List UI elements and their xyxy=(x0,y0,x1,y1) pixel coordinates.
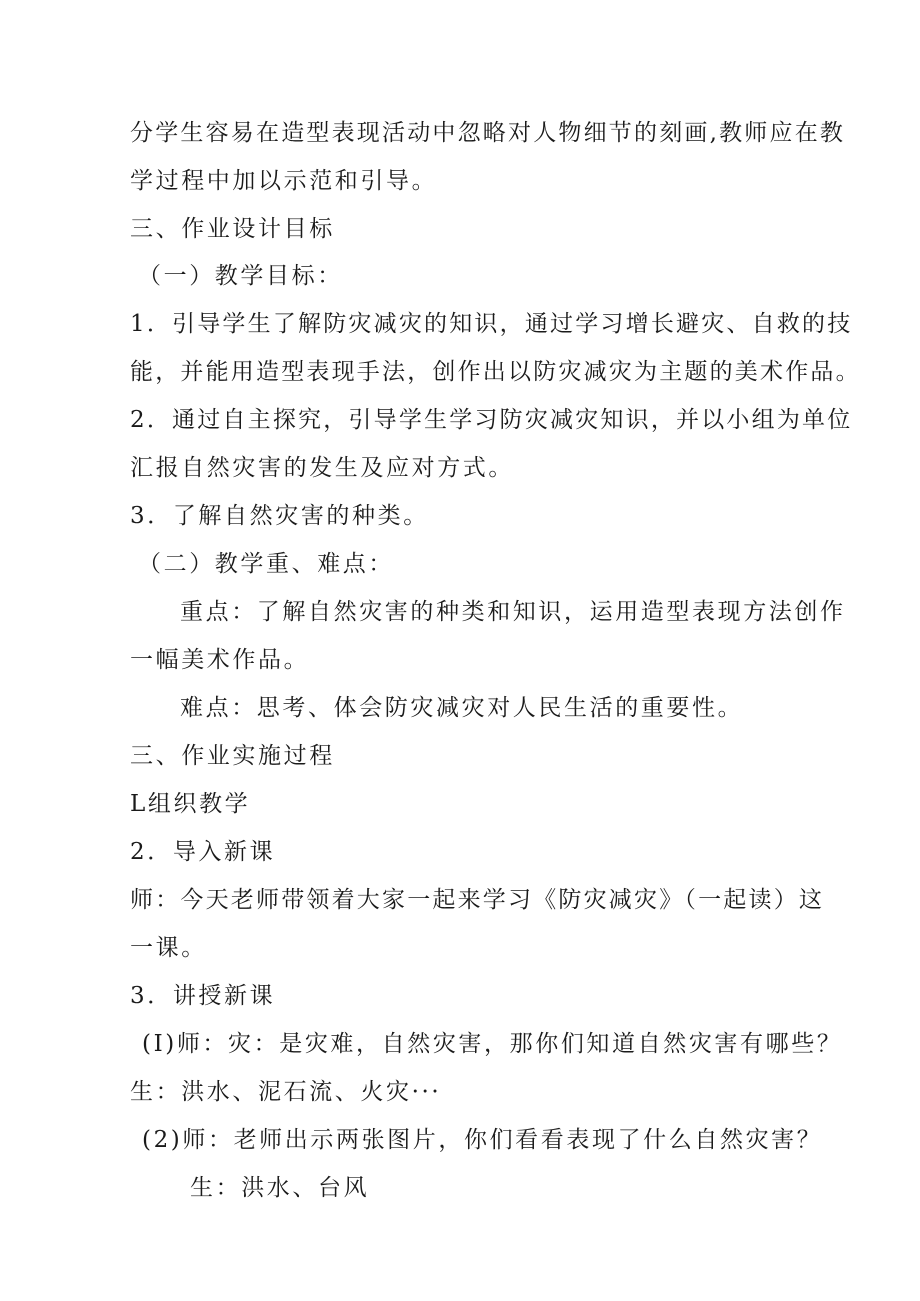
section-heading: 三、作业实施过程 xyxy=(130,743,335,769)
paragraph-line: 一课。 xyxy=(130,935,207,961)
list-item: 2．通过自主探究，引导学生学习防灾减灾知识，并以小组为单位 xyxy=(130,407,853,433)
paragraph-line: 一幅美术作品。 xyxy=(130,647,310,673)
list-item: 2．导入新课 xyxy=(130,839,276,865)
list-item: L组织教学 xyxy=(130,791,251,817)
list-item: 3．了解自然灾害的种类。 xyxy=(130,503,429,529)
section-heading: 三、作业设计目标 xyxy=(130,216,335,242)
paragraph-line: 重点：了解自然灾害的种类和知识，运用造型表现方法创作 xyxy=(180,599,846,625)
paragraph-line: 生：洪水、台风 xyxy=(190,1175,370,1201)
list-item: 1．引导学生了解防灾减灾的知识，通过学习增长避灾、自救的技 xyxy=(130,311,853,337)
paragraph-line: 生：洪水、泥石流、火灾··· xyxy=(130,1079,442,1105)
paragraph-line: 能，并能用造型表现手法，创作出以防灾减灾为主题的美术作品。 xyxy=(130,359,861,385)
subsection-heading: （一）教学目标： xyxy=(138,263,343,289)
paragraph-line: 汇报自然灾害的发生及应对方式。 xyxy=(130,455,514,481)
paragraph-line: 师：今天老师带领着大家一起来学习《防灾减灾》（一起读）这 xyxy=(130,887,825,913)
list-item: 3．讲授新课 xyxy=(130,983,276,1009)
paragraph-line: 难点：思考、体会防灾减灾对人民生活的重要性。 xyxy=(180,695,744,721)
paragraph-line: (I)师：灾：是灾难，自然灾害，那你们知道自然灾害有哪些？ xyxy=(142,1031,843,1057)
paragraph-line: (2)师：老师出示两张图片，你们看看表现了什么自然灾害？ xyxy=(142,1127,823,1153)
paragraph-line: 分学生容易在造型表现活动中忽略对人物细节的刻画,教师应在教 xyxy=(130,120,846,146)
paragraph-line: 学过程中加以示范和引导。 xyxy=(130,168,438,194)
subsection-heading: （二）教学重、难点： xyxy=(138,551,394,577)
